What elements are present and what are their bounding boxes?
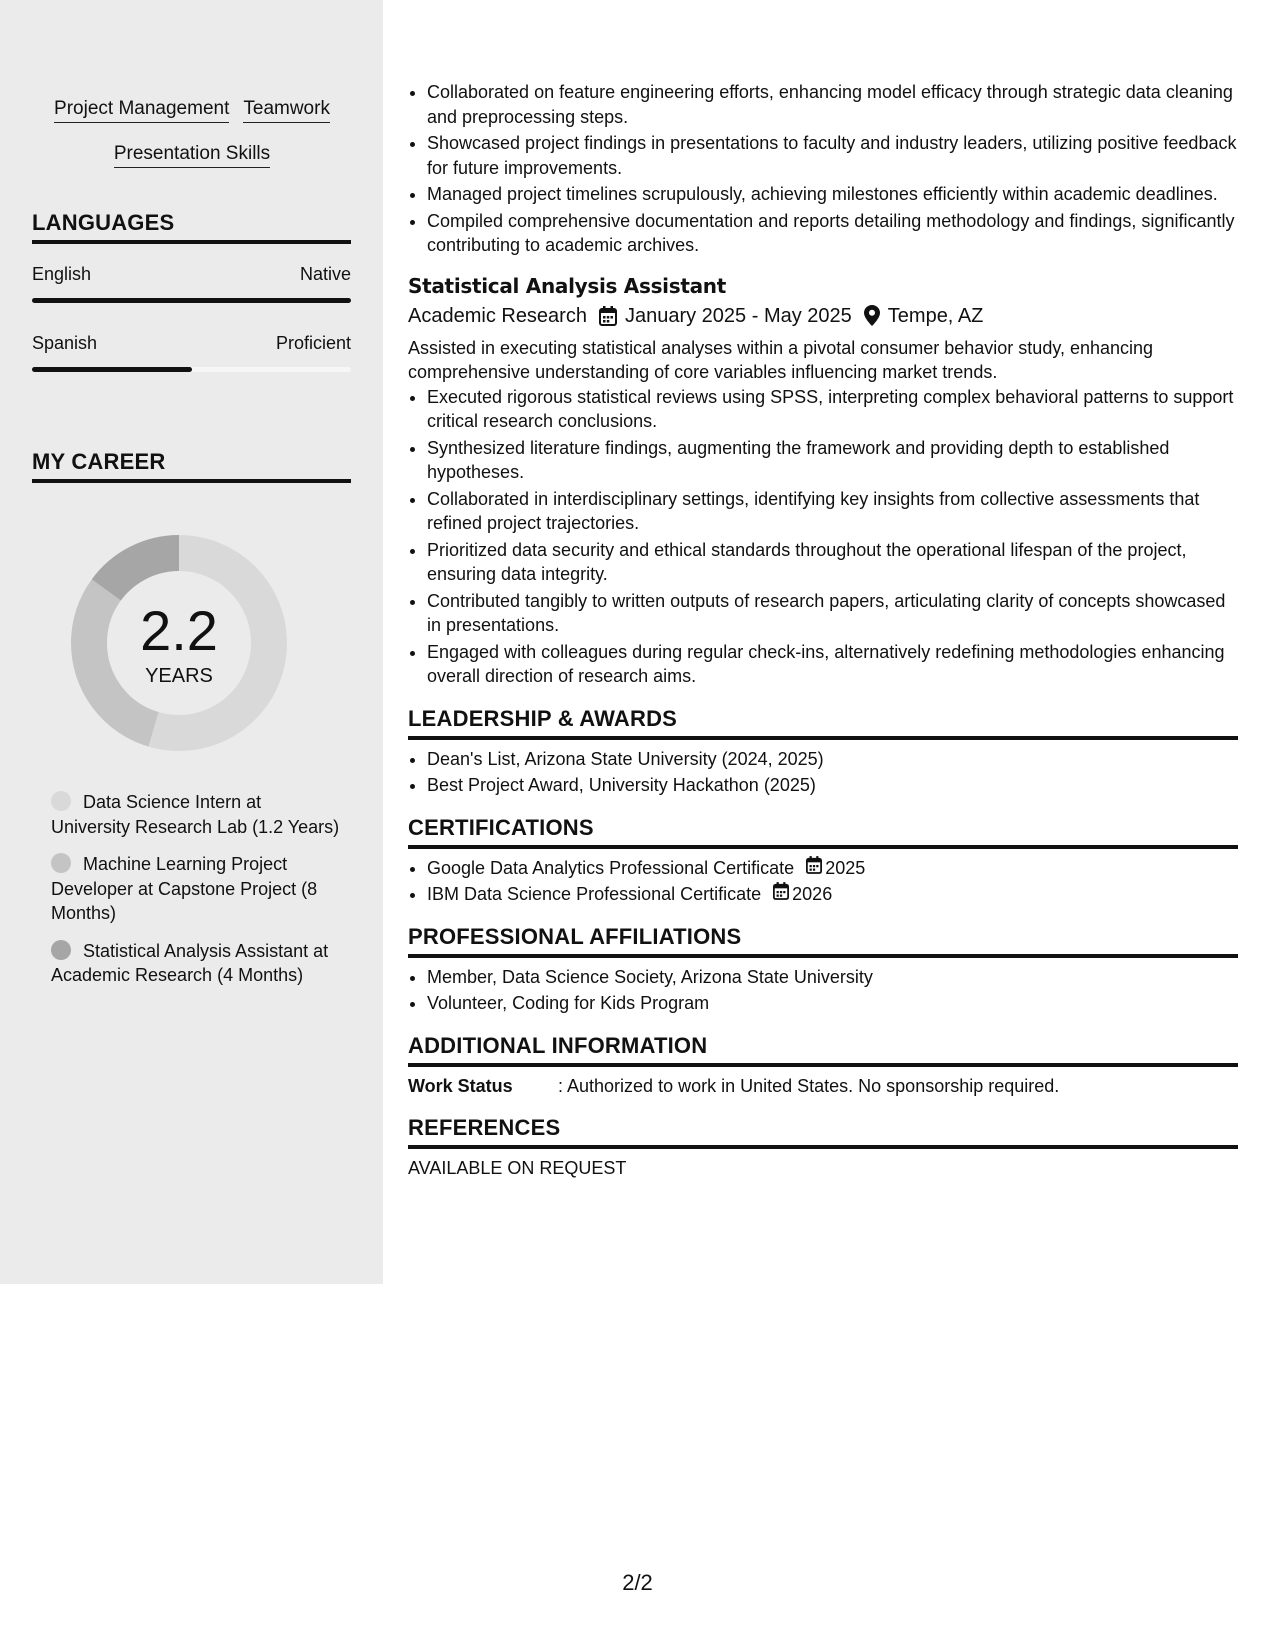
certification-year: 2026 xyxy=(792,884,833,904)
career-legend-item xyxy=(51,790,341,839)
bullet-item: • Executed rigorous statistical reviews using SPSS, interpreting complex behavioral patterns to support critical research conclusions. xyxy=(427,385,1238,434)
language-proficiency-bar xyxy=(32,298,351,303)
skill-tag: Presentation Skills xyxy=(114,143,270,168)
work-status-value: : Authorized to work in United States. No sponsorship required. xyxy=(558,1075,1060,1096)
work-status-row xyxy=(408,1074,1238,1099)
leadership-heading: LEADERSHIP & AWARDS xyxy=(408,705,1238,740)
calendar-icon xyxy=(773,882,792,907)
job-description: Assisted in executing statistical analyses within a pivotal consumer behavior study, enhancing comprehensive understanding of core variables influencing market trends. xyxy=(408,337,1154,382)
previous-job-bullets xyxy=(408,80,1238,258)
skills-list xyxy=(32,86,352,176)
bullet-item: • Compiled comprehensive documentation and reports detailing methodology and findings, significantly contributing to academic archives. xyxy=(427,209,1238,258)
job-title: Statistical Analysis Assistant xyxy=(408,273,727,298)
language-row xyxy=(32,333,351,354)
leadership-list xyxy=(408,747,1238,798)
main-content xyxy=(408,80,1238,1181)
career-legend-label: Statistical Analysis Assistant at Academic Research (4 Months) xyxy=(51,940,329,985)
sidebar xyxy=(0,0,383,1284)
languages-heading: LANGUAGES xyxy=(32,210,351,244)
calendar-icon xyxy=(806,856,825,881)
career-legend xyxy=(51,790,341,1001)
language-proficiency-fill xyxy=(32,367,192,372)
bullet-item: • Collaborated on feature engineering efforts, enhancing model efficacy through strategic data cleaning and preprocessing steps. xyxy=(427,80,1238,129)
job-meta xyxy=(408,300,1238,332)
work-status-label: Work Status xyxy=(408,1075,513,1096)
career-total-unit: YEARS xyxy=(145,665,213,687)
certification-name: IBM Data Science Professional Certificate xyxy=(427,884,762,904)
language-level: Proficient xyxy=(275,333,351,353)
career-heading: MY CAREER xyxy=(32,449,351,483)
award-item: • Best Project Award, University Hackathon (2025) xyxy=(427,773,1238,798)
affiliations-list xyxy=(408,965,1238,1016)
job-dates: January 2025 - May 2025 xyxy=(624,304,852,327)
references-heading: REFERENCES xyxy=(408,1114,1238,1149)
certifications-list xyxy=(408,856,1238,907)
language-level: Native xyxy=(299,264,351,284)
bullet-item: • Synthesized literature findings, augmenting the framework and providing depth to established hypotheses. xyxy=(427,436,1238,485)
certification-name: Google Data Analytics Professional Certificate xyxy=(427,857,795,878)
language-name: Spanish xyxy=(32,333,98,353)
career-legend-label: Machine Learning Project Developer at Capstone Project (8 Months) xyxy=(51,854,318,923)
references-text: AVAILABLE ON REQUEST xyxy=(408,1158,627,1178)
legend-dot-icon xyxy=(51,853,71,873)
skill-tag: Project Management xyxy=(54,98,229,123)
skill-tag: Teamwork xyxy=(243,98,330,123)
affiliation-item: • Volunteer, Coding for Kids Program xyxy=(427,991,1238,1016)
certification-item xyxy=(427,856,1238,881)
location-pin-icon xyxy=(864,305,880,326)
affiliations-heading: PROFESSIONAL AFFILIATIONS xyxy=(408,923,1238,958)
bullet-item: • Managed project timelines scrupulously, achieving milestones efficiently within academic deadlines. xyxy=(427,182,1238,207)
bullet-item: • Showcased project findings in presentations to faculty and industry leaders, utilizing positive feedback for future improvements. xyxy=(427,131,1238,180)
career-legend-item xyxy=(51,939,341,988)
career-legend-item xyxy=(51,852,341,926)
language-proficiency-bar xyxy=(32,367,351,372)
page-number: 2/2 xyxy=(622,1570,653,1595)
job-company: Academic Research xyxy=(408,304,587,327)
career-total-value: 2.2 xyxy=(140,599,218,662)
calendar-icon xyxy=(599,306,617,326)
language-name: English xyxy=(32,264,92,284)
affiliation-item: • Member, Data Science Society, Arizona State University xyxy=(427,965,1238,990)
bullet-item: • Engaged with colleagues during regular check-ins, alternatively redefining methodologies enhancing overall direction of research aims. xyxy=(427,640,1238,689)
language-row xyxy=(32,264,351,285)
certification-year: 2025 xyxy=(825,857,866,878)
career-donut-chart xyxy=(66,530,292,756)
legend-dot-icon xyxy=(51,940,71,960)
legend-dot-icon xyxy=(51,791,71,811)
award-item: • Dean's List, Arizona State University (2024, 2025) xyxy=(427,747,1238,772)
job-location: Tempe, AZ xyxy=(887,304,984,327)
language-proficiency-fill xyxy=(32,298,351,303)
career-legend-label: Data Science Intern at University Research Lab (1.2 Years) xyxy=(51,792,340,837)
bullet-item: • Collaborated in interdisciplinary settings, identifying key insights from collective assessments that refined project trajectories. xyxy=(427,487,1238,536)
additional-info-heading: ADDITIONAL INFORMATION xyxy=(408,1032,1238,1067)
bullet-item: • Prioritized data security and ethical standards throughout the operational lifespan of the project, ensuring data integrity. xyxy=(427,538,1238,587)
certification-item xyxy=(427,882,1238,907)
bullet-item: • Contributed tangibly to written outputs of research papers, articulating clarity of concepts showcased in presentations. xyxy=(427,589,1238,638)
job-bullets xyxy=(408,385,1238,689)
certifications-heading: CERTIFICATIONS xyxy=(408,814,1238,849)
